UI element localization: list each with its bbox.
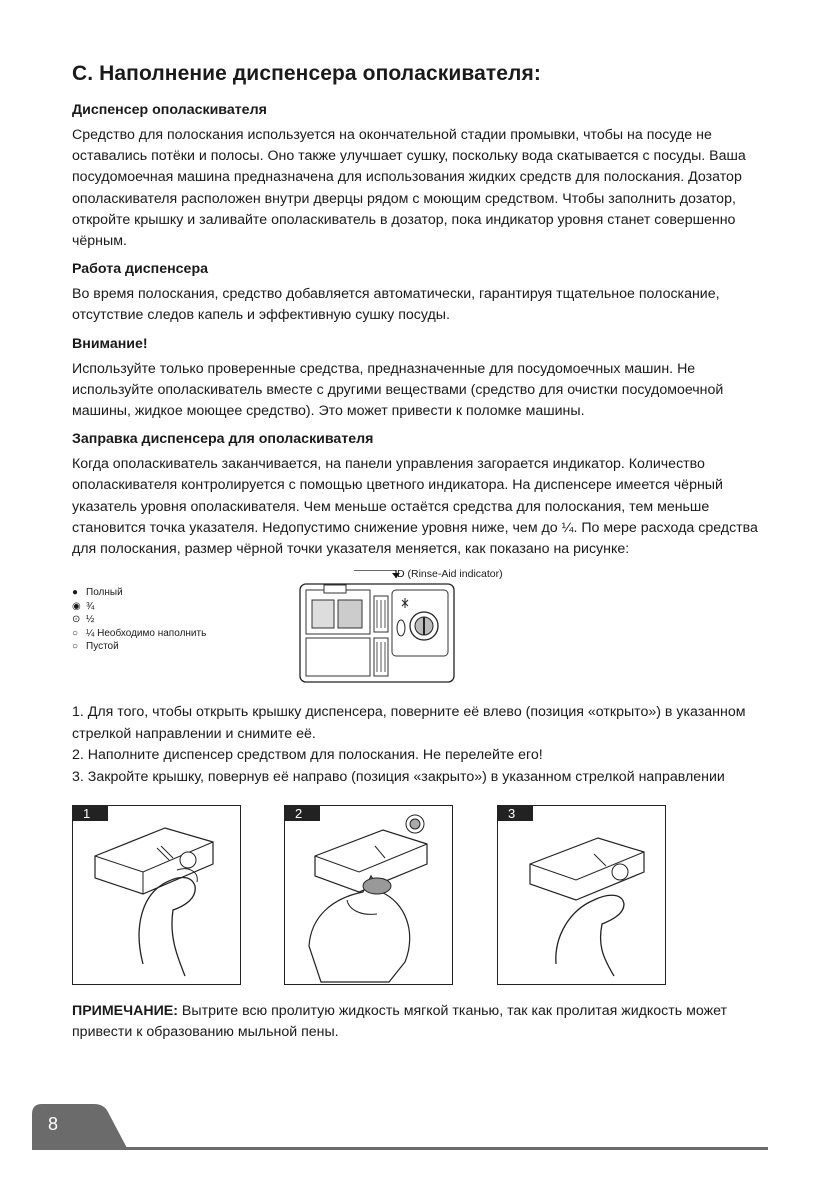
step-1-illustration xyxy=(73,806,240,984)
step-number-3: 3 xyxy=(498,806,533,821)
section-heading-operation: Работа диспенсера xyxy=(72,261,209,278)
legend-item-three-quarter: ◉ ¾ xyxy=(72,600,95,612)
dispenser-diagram xyxy=(298,570,558,686)
step-3-panel xyxy=(497,805,666,985)
note-paragraph xyxy=(72,1001,768,1044)
footer-divider xyxy=(100,1147,768,1150)
instruction-1: 1. Для того, чтобы открыть крышку диспенсера, поверните её влево (позиция «открыто») в указанном стрелкой направлении и снимите её. xyxy=(72,704,746,742)
section-heading-refill: Заправка диспенсера для ополаскивателя xyxy=(72,431,374,448)
legend-item-empty: ○ Пустой xyxy=(72,641,119,653)
page-tab-shape xyxy=(32,1104,132,1150)
note-text: Вытрите всю пролитую жидкость мягкой тканью, так как пролитая жидкость может привести к образованию мыльной пены. xyxy=(72,1002,727,1041)
section-heading-attention: Внимание! xyxy=(72,335,148,352)
step-2-illustration xyxy=(285,806,452,984)
empty-dot-icon: ○ xyxy=(72,641,79,653)
section-text-refill: Когда ополаскиватель заканчивается, на панели управления загорается индикатор. Количество ополаскивателя контролируется с помощью цветного индикатора. На диспенсере имеется чёрный указатель уровня ополаскивателя. Чем меньше остаётся средства для полоскания, тем меньше становится точка указателя. Недопустимо снижение уровня ниже, чем до ¼. По мере расхода средства для полоскания, размер чёрной точки указателя меняется, как показано на рисунке: xyxy=(72,456,758,558)
quarter-dot-icon: ○ xyxy=(72,627,79,639)
step-2-panel xyxy=(284,805,453,985)
note-label: ПРИМЕЧАНИЕ: xyxy=(72,1002,178,1019)
three-quarter-dot-icon: ◉ xyxy=(72,600,81,612)
page-number: 8 xyxy=(48,1114,59,1134)
section-text-operation: Во время полоскания, средство добавляется автоматически, гарантируя тщательное полоскание, отсутствие следов капель и эффективную сушку посуды. xyxy=(72,286,720,324)
full-dot-icon: ● xyxy=(72,587,79,599)
rinse-aid-indicator-label: D (Rinse-Aid indicator) xyxy=(397,568,503,581)
level-legend xyxy=(72,586,206,654)
step-number-1: 1 xyxy=(73,806,108,821)
section-text-attention: Используйте только проверенные средства, предназначенные для посудомоечных машин. Не используйте ополаскиватель вместе с другими веществами (средство для очистки посудомоечной машины, жидкое моющее средство). Это может привести к поломке машины. xyxy=(72,360,724,420)
instruction-3: 3. Закройте крышку, повернув её направо (позиция «закрыто») в указанном стрелкой направлении xyxy=(72,769,725,786)
step-number-2: 2 xyxy=(285,806,320,821)
instruction-2: 2. Наполните диспенсер средством для полоскания. Не перелейте его! xyxy=(72,747,543,764)
legend-item-quarter: ○ ¼ Необходимо наполнить xyxy=(72,627,207,639)
legend-item-half: ⊙ ½ xyxy=(72,614,95,626)
page-content xyxy=(72,62,768,1044)
section-text-dispenser: Средство для полоскания используется на окончательной стадии промывки, чтобы на посуде не оставались потёки и полосы. Оно также улучшает сушку, поскольку вода скатывается с посуды. Ваша посудомоечная машина предназначена для использования жидких средств для полоскания. Дозатор ополаскивателя расположен внутри дверцы рядом с моющим средством. Чтобы заполнить дозатор, откройте крышку и заливайте ополаскиватель в дозатор, пока индикатор уровня станет совершенно чёрным. xyxy=(72,127,746,250)
page-title: C. Наполнение диспенсера ополаскивателя: xyxy=(72,62,541,85)
section-heading-dispenser: Диспенсер ополаскивателя xyxy=(72,102,267,118)
level-figure xyxy=(72,570,768,688)
step-1-panel xyxy=(72,805,241,985)
half-dot-icon: ⊙ xyxy=(72,614,81,626)
page-footer xyxy=(0,1104,838,1150)
step-illustrations xyxy=(72,805,768,985)
legend-item-full: ● Полный xyxy=(72,587,123,599)
step-3-illustration xyxy=(498,806,665,984)
